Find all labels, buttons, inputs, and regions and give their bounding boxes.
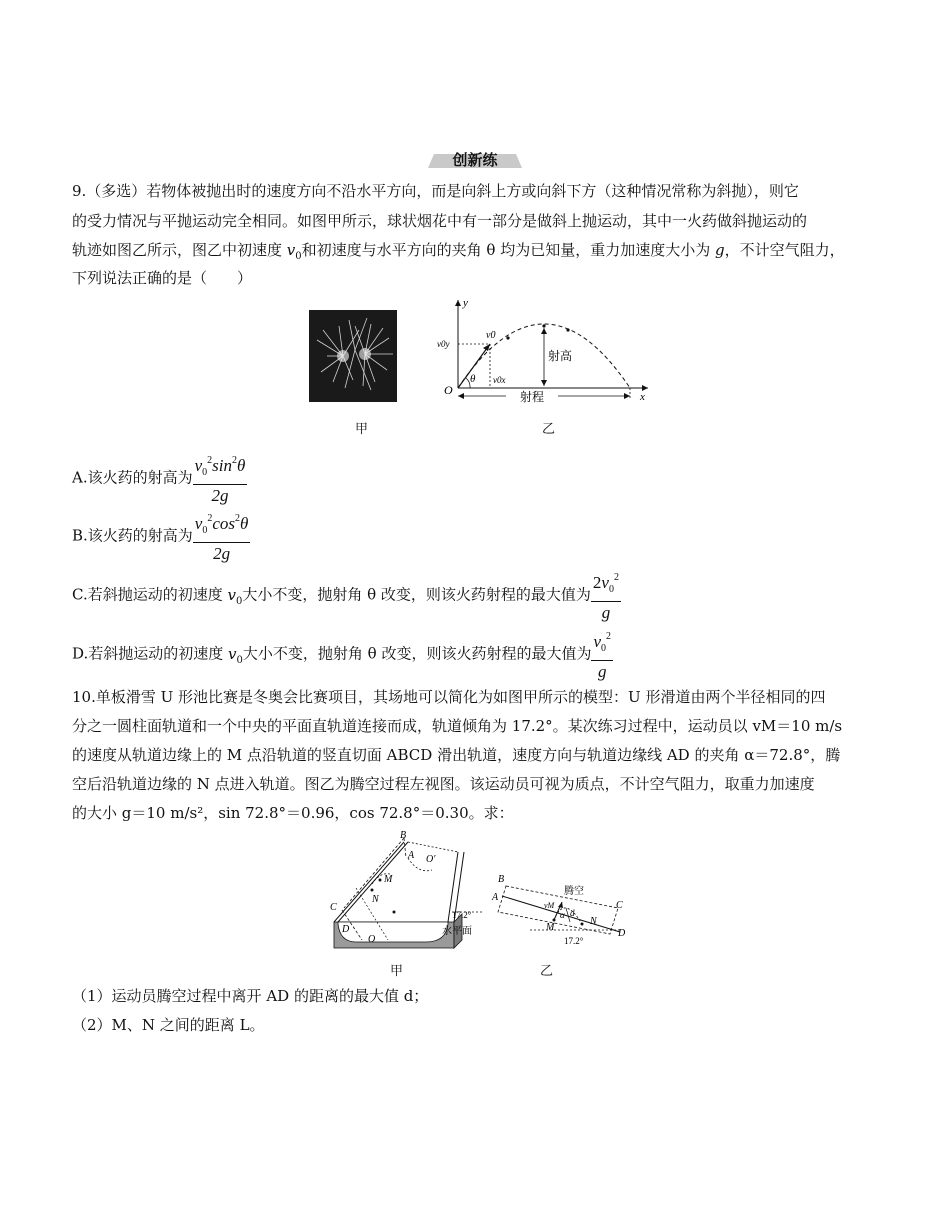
q9-fig-jia-caption: 甲	[355, 422, 369, 437]
yi2-label-d-dist: d	[570, 908, 575, 918]
yi-origin-label: O	[444, 383, 453, 397]
fireworks-photo	[309, 310, 397, 402]
jia-label-o: O	[368, 934, 376, 945]
option-d	[72, 626, 613, 684]
option-d-text2: 大小不变，抛射角 θ 改变，则该火药射程的最大值为	[242, 644, 592, 663]
q9-line4: 下列说法正确的是（ ）	[72, 269, 253, 287]
jia-label-d: D	[342, 924, 350, 935]
q10-sub2: （2）M、N 之间的距离 L。	[72, 1016, 265, 1034]
q10-line3: 的速度从轨道边缘上的 M 点沿轨道的竖直切面 ABCD 滑出轨道，速度方向与轨道边缘线 AD 的夹角 α＝72.8°，腾	[72, 746, 841, 764]
jia-horizontal: 水平面	[442, 926, 472, 937]
yi2-angle: 17.2°	[564, 936, 584, 946]
trajectory-diagram	[436, 296, 656, 408]
q10-line2: 分之一圆柱面轨道和一个中央的平面直轨道连接而成，轨道倾角为 17.2°。某次练习过程中，运动员以 vM＝10 m/s	[72, 717, 843, 735]
yi-height-label: 射高	[548, 349, 573, 363]
option-d-text1: D.若斜抛运动的初速度	[72, 644, 229, 663]
option-c-fraction	[591, 567, 621, 624]
option-c-v0: $v_0$	[227, 585, 243, 607]
yi-x-label: x	[640, 391, 645, 403]
section-title: 创新练	[452, 151, 498, 169]
q9-line3a: 轨迹如图乙所示，图乙中初速度	[72, 241, 287, 259]
jia-label-n: N	[372, 894, 379, 905]
q10-line1: 10.单板滑雪 U 形池比赛是冬奥会比赛项目，其场地可以简化为如图甲所示的模型：U 形滑道由两个半径相同的四	[72, 688, 826, 706]
yi2-label-n: N	[590, 916, 597, 927]
jia-label-b: B	[400, 830, 407, 841]
yi2-label-c: C	[616, 900, 623, 911]
option-b	[72, 508, 250, 565]
yi2-label-tengkong: 腾空	[564, 886, 584, 897]
option-a-denominator: 2g	[211, 486, 229, 505]
option-b-numerator: $v_0^2\cos^2\theta$	[193, 508, 251, 543]
option-b-denominator: 2g	[213, 544, 231, 563]
option-a-text: A.该火药的射高为	[72, 468, 193, 487]
option-d-fraction	[591, 626, 613, 683]
q9-line3	[72, 240, 845, 267]
option-d-numerator: $v_0^2$	[591, 626, 613, 661]
yi-range-label: 射程	[520, 390, 545, 404]
yi2-label-alpha: α	[560, 910, 565, 920]
option-c-text2: 大小不变，抛射角 θ 改变，则该火药射程的最大值为	[242, 585, 591, 604]
option-a-numerator: $v_0^2\sin^2\theta$	[193, 450, 248, 485]
q9-line3b: 和初速度与水平方向的夹角 θ 均为已知量，重力加速度大小为	[301, 241, 715, 259]
yi-y-label: y	[463, 297, 468, 309]
yi-v0x-label: v0x	[493, 375, 506, 385]
v0-symbol: $v_0$	[286, 241, 302, 262]
q9-line3c: ，不计空气阻力，	[724, 241, 845, 259]
side-view-diagram	[490, 868, 630, 948]
q9-line2: 的受力情况与平抛运动完全相同。如图甲所示，球状烟花中有一部分是做斜上抛运动，其中一火药做斜抛运动的	[72, 212, 808, 230]
halfpipe-diagram	[328, 828, 486, 956]
option-d-denominator: g	[597, 662, 607, 681]
yi-theta-label: θ	[470, 373, 476, 385]
section-banner	[428, 150, 522, 170]
yi2-label-vm: vM	[544, 901, 555, 910]
yi-v0-label: v0	[486, 330, 496, 341]
q9-fig-yi-caption: 乙	[542, 422, 556, 437]
jia-label-c: C	[330, 902, 337, 913]
yi2-label-b: B	[498, 874, 505, 885]
option-b-text: B.该火药的射高为	[72, 526, 193, 545]
yi2-label-d: D	[618, 928, 626, 939]
q10-line5: 的大小 g＝10 m/s²，sin 72.8°＝0.96，cos 72.8°＝0.30。求：	[72, 804, 514, 822]
jia-label-a: A	[408, 850, 415, 861]
jia-label-m: M	[384, 874, 393, 885]
option-b-fraction	[193, 508, 251, 565]
q10-fig-yi-caption: 乙	[540, 964, 554, 979]
yi-v0y-label: v0y	[437, 339, 450, 349]
option-d-v0: $v_0$	[228, 644, 243, 666]
option-a	[72, 450, 247, 507]
option-c-numerator: $2v_0^2$	[591, 567, 621, 602]
g-symbol: g	[714, 241, 725, 259]
option-c-text1: C.若斜抛运动的初速度	[72, 585, 228, 604]
jia-label-o-prime: O′	[426, 854, 436, 865]
option-c-denominator: g	[601, 603, 611, 622]
option-a-fraction	[193, 450, 248, 507]
yi2-label-a: A	[492, 892, 499, 903]
yi2-label-m: M	[546, 922, 555, 933]
q10-fig-jia-caption: 甲	[390, 964, 404, 979]
q10-line4: 空后沿轨道边缘的 N 点进入轨道。图乙为腾空过程左视图。该运动员可视为质点，不计空气阻力，取重力加速度	[72, 775, 815, 793]
q10-sub1: （1）运动员腾空过程中离开 AD 的距离的最大值 d；	[72, 987, 429, 1005]
option-c	[72, 567, 621, 625]
q9-line1: 9.（多选）若物体被抛出时的速度方向不沿水平方向，而是向斜上方或向斜下方（这种情况常称为斜抛），则它	[72, 182, 799, 200]
jia-angle: 17.2°	[452, 910, 472, 920]
